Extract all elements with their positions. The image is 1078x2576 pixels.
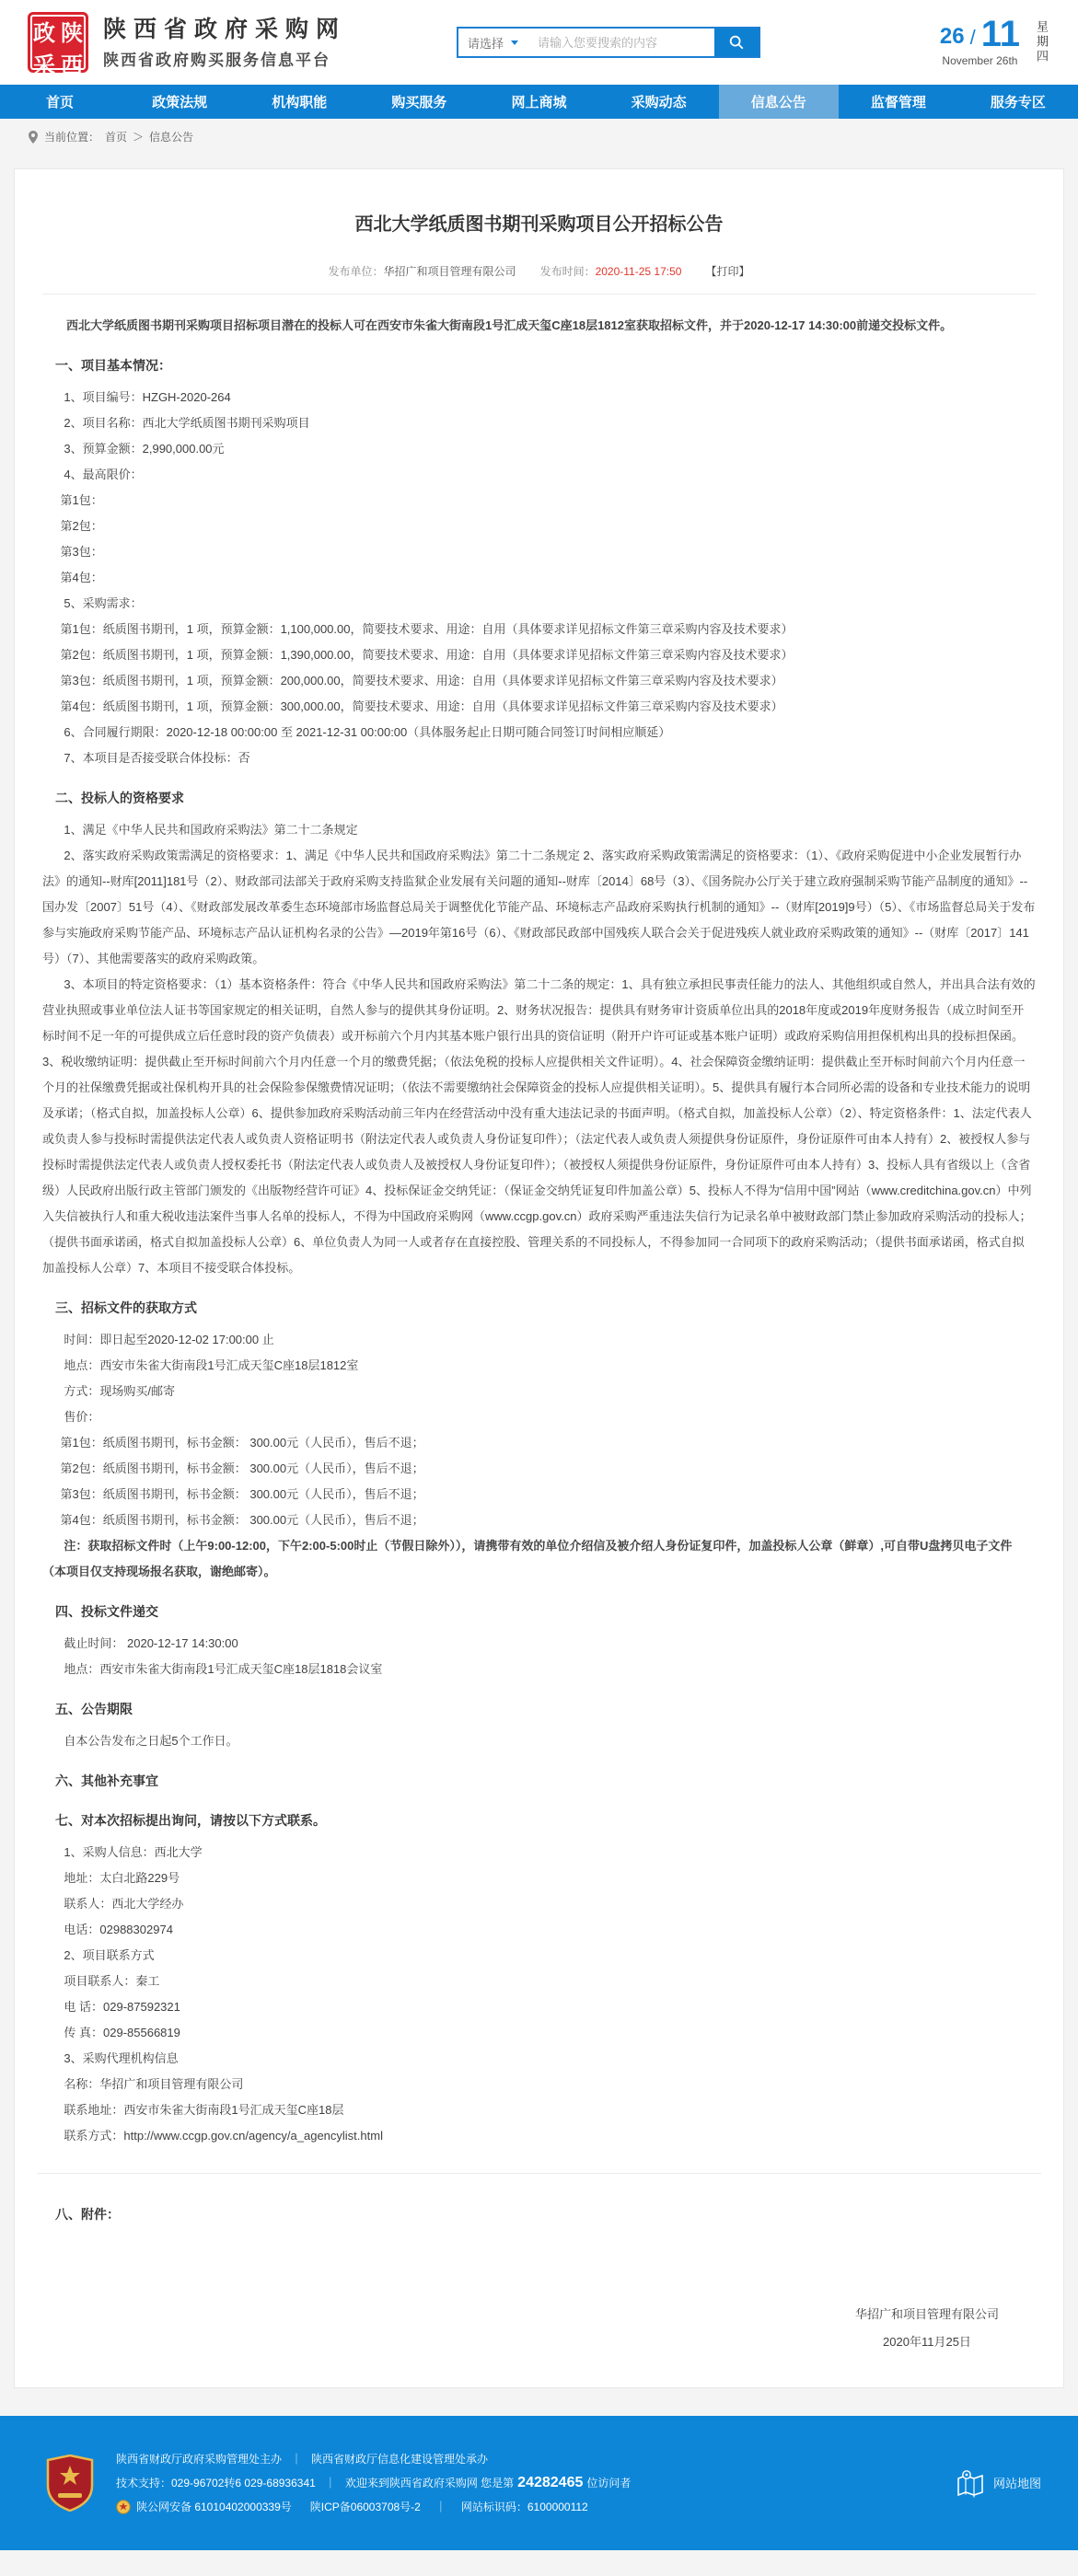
publisher-label: 发布单位： (328, 264, 384, 278)
footer-visitor-suffix: 位访问者 (586, 2476, 632, 2489)
article-paragraph: 6、合同履行期限：2020-12-18 00:00:00 至 2021-12-31 00:00:00（具体服务起止日期可随合同签订时间相应顺延） (64, 724, 671, 739)
article-paragraph: 联系方式：http://www.ccgp.gov.cn/agency/a_agencylist.html (64, 2128, 383, 2143)
signature-company: 华招广和项目管理有限公司 (854, 2306, 999, 2321)
publish-time-label: 发布时间： (539, 264, 596, 278)
site-logo[interactable] (28, 12, 347, 78)
main-nav (0, 85, 1078, 119)
article-paragraph: 1、采购人信息：西北大学 (64, 1844, 203, 1859)
location-pin-icon (28, 131, 39, 144)
article-paragraph: 联系人：西北大学经办 (64, 1896, 184, 1911)
article-paragraph: 注：获取招标文件时（上午9:00-12:00，下午2:00-5:00时止（节假日除外）），请携带有效的单位介绍信及被介绍人身份证复印件，加盖投标人公章（鲜章）,可自带U盘拷贝电子文件（本项目仅支持现场报名获取，谢绝邮寄）。 (42, 1538, 1013, 1578)
article-paragraph: 第2包： (60, 518, 103, 533)
article-paragraph: 传 真：029-85566819 (64, 2025, 180, 2039)
sitemap-link[interactable] (955, 2467, 1041, 2499)
site-title: 陕西省政府采购网 (103, 16, 347, 42)
article-paragraph: 4、最高限价： (64, 467, 143, 481)
signature-block (42, 2301, 1036, 2356)
breadcrumb-separator: ＞ (133, 131, 145, 144)
logo-char: 西 (61, 53, 83, 78)
article-paragraph: 地点：西安市朱雀大街南段1号汇成天玺C座18层1818会议室 (64, 1661, 383, 1676)
article-paragraph: 地址：太白北路229号 (64, 1870, 180, 1885)
article-paragraph: 第2包：纸质图书期刊，标书金额： 300.00元（人民币），售后不退； (60, 1461, 424, 1475)
search-bar (457, 27, 760, 58)
footer-undertaker: 陕西省财政厅信息化建设管理处承办 (311, 2452, 489, 2466)
date-day: 26 (939, 24, 965, 49)
search-select-label: 请选择 (468, 36, 504, 51)
site-subtitle: 陕西省政府购买服务信息平台 (103, 51, 330, 69)
article-paragraph: 三、招标文件的获取方式 (55, 1300, 197, 1315)
article-paragraph: 第3包：纸质图书期刊，1 项，预算金额：200,000.00，简要技术要求、用途：自用（具体要求详见招标文件第三章采购内容及技术要求） (60, 673, 783, 687)
logo-seal-icon (28, 12, 88, 78)
footer-pipe: ｜ (291, 2452, 303, 2466)
article-paragraph: 地点：西安市朱雀大街南段1号汇成天玺C座18层1812室 (64, 1357, 359, 1372)
date-block (939, 14, 1050, 67)
article-card (14, 168, 1064, 2388)
article-paragraph: 第2包：纸质图书期刊，1 项，预算金额：1,390,000.00，简要技术要求、用途：自用（具体要求详见招标文件第三章采购内容及技术要求） (60, 647, 794, 662)
breadcrumb-current: 信息公告 (149, 131, 194, 144)
article-paragraph: 1、满足《中华人民共和国政府采购法》第二十二条规定 (64, 822, 358, 837)
nav-item[interactable]: 政策法规 (152, 95, 208, 110)
top-header (0, 0, 1078, 85)
article-paragraph: 四、投标文件递交 (55, 1603, 158, 1619)
site-identification-code: 网站标识码：6100000112 (460, 2500, 588, 2513)
article-paragraph: 一、项目基本情况： (55, 357, 171, 373)
sitemap-map-icon (955, 2467, 986, 2499)
nav-item[interactable]: 网上商城 (511, 95, 567, 110)
article-paragraph: 二、投标人的资格要求 (55, 790, 184, 805)
sitemap-label: 网站地图 (992, 2477, 1041, 2491)
article-paragraph: 2、落实政府采购政策需满足的资格要求：1、满足《中华人民共和国政府采购法》第二十二条规定 2、落实政府采购政策需满足的资格要求：（1）、《政府采购促进中小企业发展暂行办法》的通知--财库[2011]181号（2）、财政部司法部关于政府采购支持监狱企业发展有关问题的通知--财库〔2014〕68号（3）、《国务院办公厅关于建立政府强制采购节能产品制度的通知》--国办发〔2007〕51号（4）、《财政部发展改革委生态环境部市场监督总局关于调整优化节能产品、环境标志产品政府采购执行机制的通知》--（财库[2019]9号）（5）、《市场监督总局关于发布参与实施政府采购节能产品、环境标志产品认证机构名录的公告》—2019年第16号（6）、《财政部民政部中国残疾人联合会关于促进残疾人就业政府采购政策的通知》--（财库〔2017〕141号）（7）、其他需要落实的政府采购政策。 (42, 848, 1036, 965)
footer (0, 2416, 1078, 2550)
publisher-value: 华招广和项目管理有限公司 (383, 264, 516, 278)
footer-pipe: ｜ (435, 2500, 446, 2513)
article-paragraph: 联系地址：西安市朱雀大街南段1号汇成天玺C座18层 (64, 2102, 344, 2117)
article-paragraph: 名称：华招广和项目管理有限公司 (64, 2076, 244, 2091)
nav-item[interactable]: 机构职能 (272, 95, 328, 110)
article-paragraph: 第3包：纸质图书期刊，标书金额： 300.00元（人民币），售后不退； (60, 1486, 424, 1501)
article-paragraph: 第4包：纸质图书期刊，1 项，预算金额：300,000.00，简要技术要求、用途：自用（具体要求详见招标文件第三章采购内容及技术要求） (60, 699, 783, 713)
article-paragraph: 六、其他补充事宜 (55, 1773, 158, 1788)
date-separator: / (969, 26, 976, 49)
article-paragraph: 3、预算金额：2,990,000.00元 (64, 441, 225, 456)
article-paragraph: 3、本项目的特定资格要求：（1）基本资格条件：符合《中华人民共和国政府采购法》第二十二条的规定：1、具有独立承担民事责任能力的法人、其他组织或自然人，并出具合法有效的营业执照或事业单位法人证书等国家规定的相关证明，自然人参与的提供其身份证明。2、财务状况报告：提供具有财务审计资质单位出具的2018年度或2019年度财务报告（成立时间至开标时间不足一年的可提供成立后任意时段的资产负债表）或开标前六个月内其基本账户银行出具的资信证明（附开户许可证或基本账户证明）或政府采购信用担保机构出具的投标担保函。3、税收缴纳证明：提供截止至开标时间前六个月内任意一个月的缴费凭据；（依法免税的投标人应提供相关文件证明）。4、社会保障资金缴纳证明：提供截止至开标时间前六个月内任意一个月的社保缴费凭据或社保机构开具的社会保险参保缴费情况证明；（依法不需要缴纳社会保障资金的投标人应提供相关证明）。5、提供具有履行本合同所必需的设备和专业技术能力的说明及承诺；（格式自拟，加盖投标人公章）6、提供参加政府采购活动前三年内在经营活动中没有重大违法记录的书面声明。（格式自拟，加盖投标人公章）（2）、特定资格条件：1、法定代表人或负责人参与投标时需提供法定代表人或负责人资格证明书（附法定代表人或负责人身份证复印件）；（法定代表人或负责人须提供身份证原件，身份证原件可由本人持有）2、被授权人参与投标时需提供法定代表人或负责人授权委托书（附法定代表人或负责人及被授权人身份证复印件）；（被授权人须提供身份证原件，身份证原件可由本人持有）3、投标人具有省级以上（含省级）人民政府出版行政主管部门颁发的《出版物经营许可证》4、投标保证金交纳凭证：（保证金交纳凭证复印件加盖公章）5、投标人不得为“信用中国”网站（www.creditchina.gov.cn）中列入失信被执行人和重大税收违法案件当事人名单的投标人，不得为中国政府采购网（www.ccgp.gov.cn）政府采购严重违法失信行为记录名单中被财政部门禁止参加政府采购活动的投标人；（提供书面承诺函，格式自拟加盖投标人公章）6、单位负责人为同一人或者存在直接控股、管理关系的不同投标人，不得参加同一合同项下的政府采购活动；（提供书面承诺函，格式自拟加盖投标人公章）7、本项目不接受联合体投标。 (42, 976, 1036, 1275)
article-paragraph: 电 话：029-87592321 (64, 1999, 180, 2014)
signature-date: 2020年11月25日 (883, 2334, 971, 2349)
breadcrumb-prefix: 当前位置： (44, 131, 100, 144)
article-paragraph: 自本公告发布之日起5个工作日。 (64, 1733, 238, 1748)
footer-host: 陕西省财政厅政府采购管理处主办 (116, 2452, 283, 2466)
article-paragraph: 七、对本次招标提出询问，请按以下方式联系。 (55, 1812, 326, 1828)
article-paragraph: 五、公告期限 (55, 1701, 133, 1716)
divider (37, 2173, 1041, 2174)
footer-line-3 (116, 2495, 631, 2519)
breadcrumb (0, 119, 1078, 144)
article-paragraph: 西北大学纸质图书期刊采购项目招标项目潜在的投标人可在西安市朱雀大街南段1号汇成天玺C座18层1812室获取招标文件，并于2020-12-17 14:30:00前递交投标文件。 (66, 318, 953, 332)
article-paragraph: 截止时间： 2020-12-17 14:30:00 (64, 1635, 238, 1650)
print-button[interactable]: 【打印】 (705, 264, 750, 278)
visitor-count: 24282465 (517, 2474, 584, 2490)
nav-item[interactable]: 采购动态 (631, 95, 687, 110)
article-paragraph: 项目联系人：秦工 (64, 1973, 160, 1988)
footer-tech-support: 技术支持：029-96702转6 029-68936341 (116, 2476, 316, 2489)
logo-char: 陕 (61, 21, 83, 46)
attachment-heading: 八、附件： (55, 2206, 120, 2222)
footer-line-1 (116, 2447, 631, 2471)
date-month: 11 (980, 14, 1020, 54)
article-paragraph: 2、项目名称：西北大学纸质图书期刊采购项目 (64, 415, 310, 430)
article-paragraph: 电话：02988302974 (64, 1922, 173, 1936)
footer-line-2 (116, 2471, 631, 2495)
nav-item[interactable]: 信息公告 (719, 85, 839, 119)
article-paragraph: 1、项目编号：HZGH-2020-264 (64, 389, 231, 404)
date-english: November 26th (942, 54, 1018, 67)
search-input[interactable] (530, 29, 714, 56)
article-paragraph: 第1包：纸质图书期刊，标书金额： 300.00元（人民币），售后不退； (60, 1435, 424, 1450)
article-paragraph: 第1包： (60, 492, 103, 507)
article-paragraph: 方式：现场购买/邮寄 (64, 1383, 176, 1398)
article-paragraph: 第1包：纸质图书期刊，1 项，预算金额：1,100,000.00，简要技术要求、用途：自用（具体要求详见招标文件第三章采购内容及技术要求） (60, 621, 794, 636)
page-title: 西北大学纸质图书期刊采购项目公开招标公告 (354, 214, 724, 236)
article-paragraph: 第4包：纸质图书期刊，标书金额： 300.00元（人民币），售后不退； (60, 1512, 424, 1527)
government-badge-icon (46, 2455, 94, 2512)
search-button[interactable] (714, 29, 759, 56)
breadcrumb-home[interactable]: 首页 (105, 131, 128, 144)
article-paragraph: 时间：即日起至2020-12-02 17:00:00 止 (64, 1332, 274, 1346)
nav-item[interactable]: 购买服务 (391, 95, 447, 110)
police-badge-icon (116, 2500, 131, 2514)
article-paragraph: 第4包： (60, 570, 103, 584)
nav-item[interactable]: 首页 (46, 95, 75, 110)
publish-time-value: 2020-11-25 17:50 (595, 264, 682, 278)
icp-filing: 陕ICP备06003708号-2 (309, 2500, 421, 2513)
footer-pipe: ｜ (324, 2476, 336, 2489)
article-body (42, 295, 1036, 2149)
logo-char: 政 (33, 21, 55, 46)
date-weekday: 星期四 (1035, 20, 1049, 64)
article-paragraph: 3、采购代理机构信息 (64, 2050, 179, 2065)
footer-welcome: 欢迎来到陕西省政府采购网 您是第 (344, 2476, 515, 2489)
article-meta (42, 263, 1036, 295)
search-icon (728, 34, 745, 51)
article-paragraph: 售价： (64, 1409, 100, 1424)
nav-item[interactable]: 监督管理 (870, 95, 926, 110)
logo-char: 采 (33, 53, 55, 78)
search-category-select[interactable] (458, 29, 530, 56)
public-security-filing[interactable]: 陕公网安备 61010402000339号 (136, 2500, 292, 2513)
article-paragraph: 5、采购需求： (64, 595, 143, 610)
article-paragraph: 2、项目联系方式 (64, 1947, 155, 1962)
article-paragraph: 第3包： (60, 544, 103, 559)
chevron-down-icon (511, 40, 518, 45)
article-paragraph: 7、本项目是否接受联合体投标：否 (64, 750, 250, 765)
nav-item[interactable]: 服务专区 (990, 95, 1046, 110)
